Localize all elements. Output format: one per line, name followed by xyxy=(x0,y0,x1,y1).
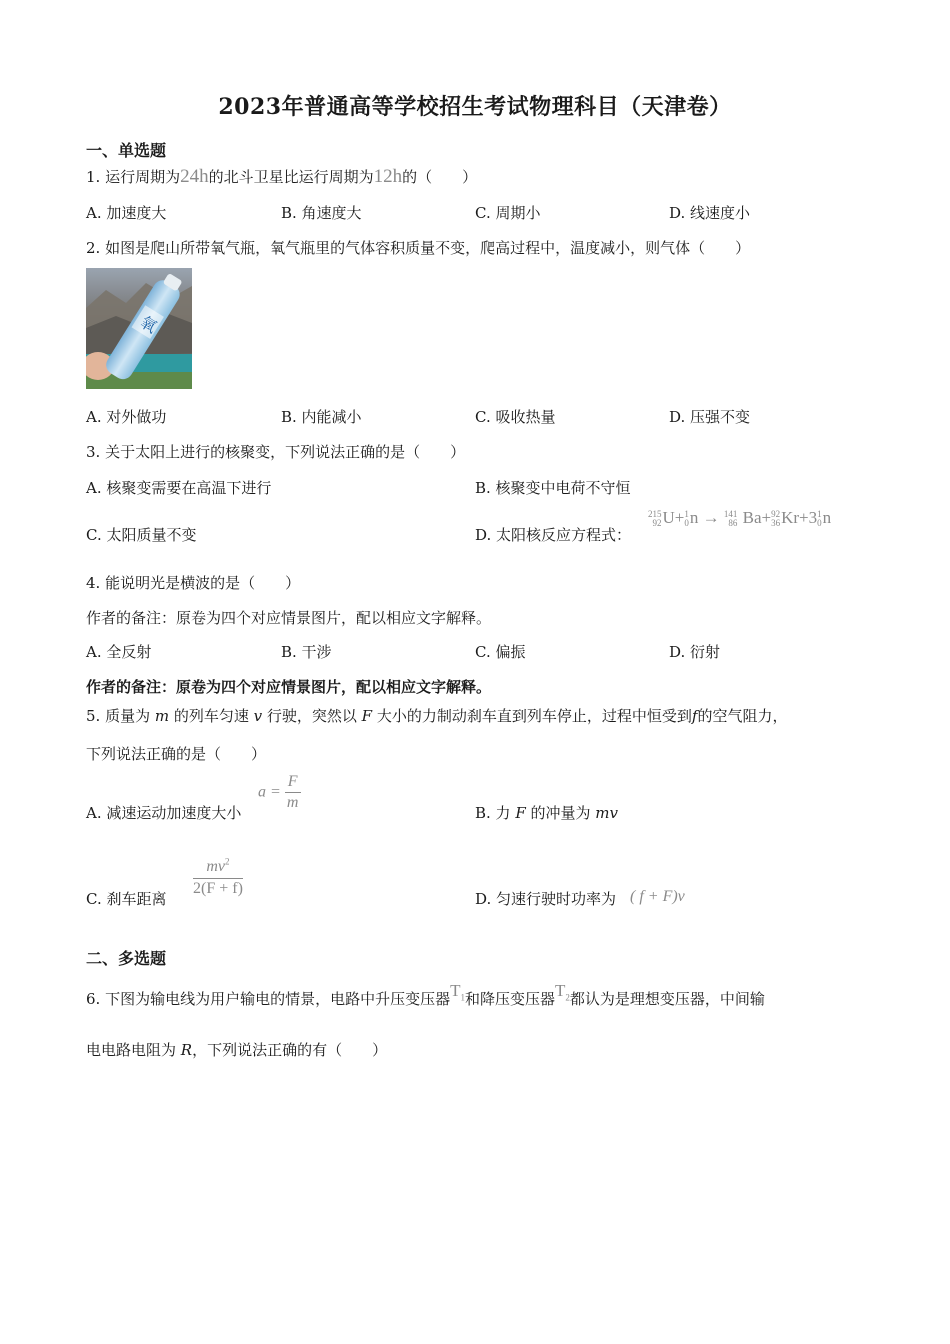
q5-option-c: C. 刹车距离 xyxy=(86,890,167,908)
formula-c-denominator: 2(F + f) xyxy=(193,880,243,897)
q1-text-part: 1. 运行周期为 xyxy=(86,168,181,186)
kr-symbol: Kr+3 xyxy=(781,508,818,527)
q3-option-b: B. 核聚变中电荷不守恒 xyxy=(475,479,631,497)
formula-c-fraction xyxy=(193,858,243,898)
u-mass-number: 215 xyxy=(648,509,662,520)
q5-text-part: 5. 质量为 xyxy=(86,707,155,725)
q1-period-24h: 24h xyxy=(180,166,209,187)
n1-nuclide-numbers xyxy=(684,510,689,528)
nuclear-reaction-equation xyxy=(648,508,831,528)
q3-option-d: D. 太阳核反应方程式： xyxy=(475,526,632,544)
q5-text-part: 的列车匀速 xyxy=(169,707,254,725)
t2-subscript: 2 xyxy=(565,992,570,1003)
ba-atomic-number: 86 xyxy=(728,518,738,529)
q5-var-F: F xyxy=(361,707,373,725)
page-title: 2023年普通高等学校招生考试物理科目（天津卷） xyxy=(218,94,732,120)
q5-var-v: v xyxy=(253,707,263,725)
t1-subscript: 1 xyxy=(460,992,465,1003)
section-heading-multiple-choice: 二、多选题 xyxy=(86,949,167,968)
q6-text-part: 电电路电阻为 xyxy=(86,1041,181,1059)
u-atomic-number: 92 xyxy=(652,518,662,529)
q5-var-f: f xyxy=(691,707,698,725)
u-symbol: U+ xyxy=(662,508,685,527)
q1-option-a: A. 加速度大 xyxy=(86,204,167,222)
q6-var-R: R xyxy=(180,1041,193,1059)
q1-option-d: D. 线速度小 xyxy=(669,204,751,222)
formula-c-numerator xyxy=(193,858,243,879)
u-nuclide-numbers xyxy=(648,510,662,528)
q5-b-text-part: 的冲量为 xyxy=(525,804,596,822)
q4-author-note-bold: 作者的备注：原卷为四个对应情景图片，配以相应文字解释。 xyxy=(86,678,492,696)
q5-option-a-formula xyxy=(258,773,301,812)
n2-mass-number: 1 xyxy=(817,509,822,520)
q6-text-part: 都认为是理想变压器，中间输 xyxy=(569,990,765,1008)
q4-option-b: B. 干涉 xyxy=(281,643,332,661)
q1-option-b: B. 角速度大 xyxy=(281,204,362,222)
q4-option-a: A. 全反射 xyxy=(86,643,152,661)
n1-symbol: n xyxy=(689,508,699,527)
q1-option-c: C. 周期小 xyxy=(475,204,541,222)
q6-text-part: 和降压变压器 xyxy=(464,990,555,1008)
q5-option-c-formula xyxy=(193,858,243,898)
n1-atomic-number: 0 xyxy=(684,518,689,529)
q3-option-c: C. 太阳质量不变 xyxy=(86,526,197,544)
ba-mass-number: 141 xyxy=(723,509,738,520)
question-6-stem xyxy=(86,981,765,1009)
q4-author-note: 作者的备注：原卷为四个对应情景图片，配以相应文字解释。 xyxy=(86,609,492,627)
question-5-stem xyxy=(86,705,787,726)
q6-transformer-t2 xyxy=(555,981,570,1003)
bottle-label-text: 氧 xyxy=(136,312,161,337)
formula-a-fraction xyxy=(285,773,301,812)
q5-var-m: m xyxy=(154,707,170,725)
question-5-stem-line2: 下列说法正确的是（ ） xyxy=(86,745,267,763)
formula-a-denominator: m xyxy=(286,794,299,811)
q6-text-part: ，下列说法正确的有（ ） xyxy=(192,1041,388,1059)
q6-transformer-t1 xyxy=(450,981,465,1003)
section-heading-single-choice: 一、单选题 xyxy=(86,141,167,160)
kr-mass-number: 92 xyxy=(771,509,781,520)
q6-text-part: 6. 下图为输电线为用户输电的情景，电路中升压变压器 xyxy=(86,990,451,1008)
question-4-stem: 4. 能说明光是横波的是（ ） xyxy=(86,574,301,592)
q2-option-d: D. 压强不变 xyxy=(669,408,751,426)
t2-symbol: T xyxy=(555,981,566,1000)
ba-symbol: Ba+ xyxy=(742,508,772,527)
question-3-stem: 3. 关于太阳上进行的核聚变，下列说法正确的是（ ） xyxy=(86,443,466,461)
q5-b-text-part: B. 力 xyxy=(475,804,516,822)
formula-c-mv: mv xyxy=(206,858,226,875)
oxygen-bottle-photo xyxy=(86,268,192,389)
q4-option-c: C. 偏振 xyxy=(475,643,526,661)
kr-nuclide-numbers xyxy=(771,510,780,528)
q3-option-a: A. 核聚变需要在高温下进行 xyxy=(86,479,272,497)
q5-option-d-formula: ( f + F)v xyxy=(630,888,685,905)
q5-option-d: D. 匀速行驶时功率为 xyxy=(475,890,617,908)
q2-option-b: B. 内能减小 xyxy=(281,408,362,426)
n2-nuclide-numbers xyxy=(817,510,822,528)
q1-period-12h: 12h xyxy=(373,166,403,187)
q5-option-a: A. 减速运动加速度大小 xyxy=(86,804,242,822)
formula-c-exponent: 2 xyxy=(225,856,230,867)
q1-text-part: 的北斗卫星比运行周期为 xyxy=(208,168,374,186)
oxygen-bottle-illustration xyxy=(86,268,192,389)
question-6-stem-line2 xyxy=(86,1039,387,1060)
q1-text-part: 的（ ） xyxy=(402,168,478,186)
q5-text-part: 的空气阻力， xyxy=(697,707,788,725)
q2-option-c: C. 吸收热量 xyxy=(475,408,556,426)
n1-mass-number: 1 xyxy=(684,509,689,520)
formula-a-numerator: F xyxy=(285,773,301,793)
formula-a-lhs: a = xyxy=(258,783,281,801)
reaction-arrow: → xyxy=(702,508,720,527)
question-2-stem: 2. 如图是爬山所带氧气瓶，氧气瓶里的气体容积质量不变，爬高过程中，温度减小，则气体（ ） xyxy=(86,239,751,257)
q5-option-b xyxy=(475,802,618,823)
q5-text-part: 行驶，突然以 xyxy=(262,707,362,725)
ba-nuclide-numbers xyxy=(724,510,738,528)
kr-atomic-number: 36 xyxy=(771,518,781,529)
q4-option-d: D. 衍射 xyxy=(669,643,721,661)
q5-b-var-mv: mv xyxy=(595,804,618,822)
q5-text-part: 大小的力制动刹车直到列车停止，过程中恒受到 xyxy=(372,707,692,725)
t1-symbol: T xyxy=(450,981,461,1000)
q2-option-a: A. 对外做功 xyxy=(86,408,167,426)
q5-b-var-F: F xyxy=(515,804,526,822)
n2-atomic-number: 0 xyxy=(817,518,822,529)
question-1-stem xyxy=(86,166,477,188)
n2-symbol: n xyxy=(822,508,832,527)
